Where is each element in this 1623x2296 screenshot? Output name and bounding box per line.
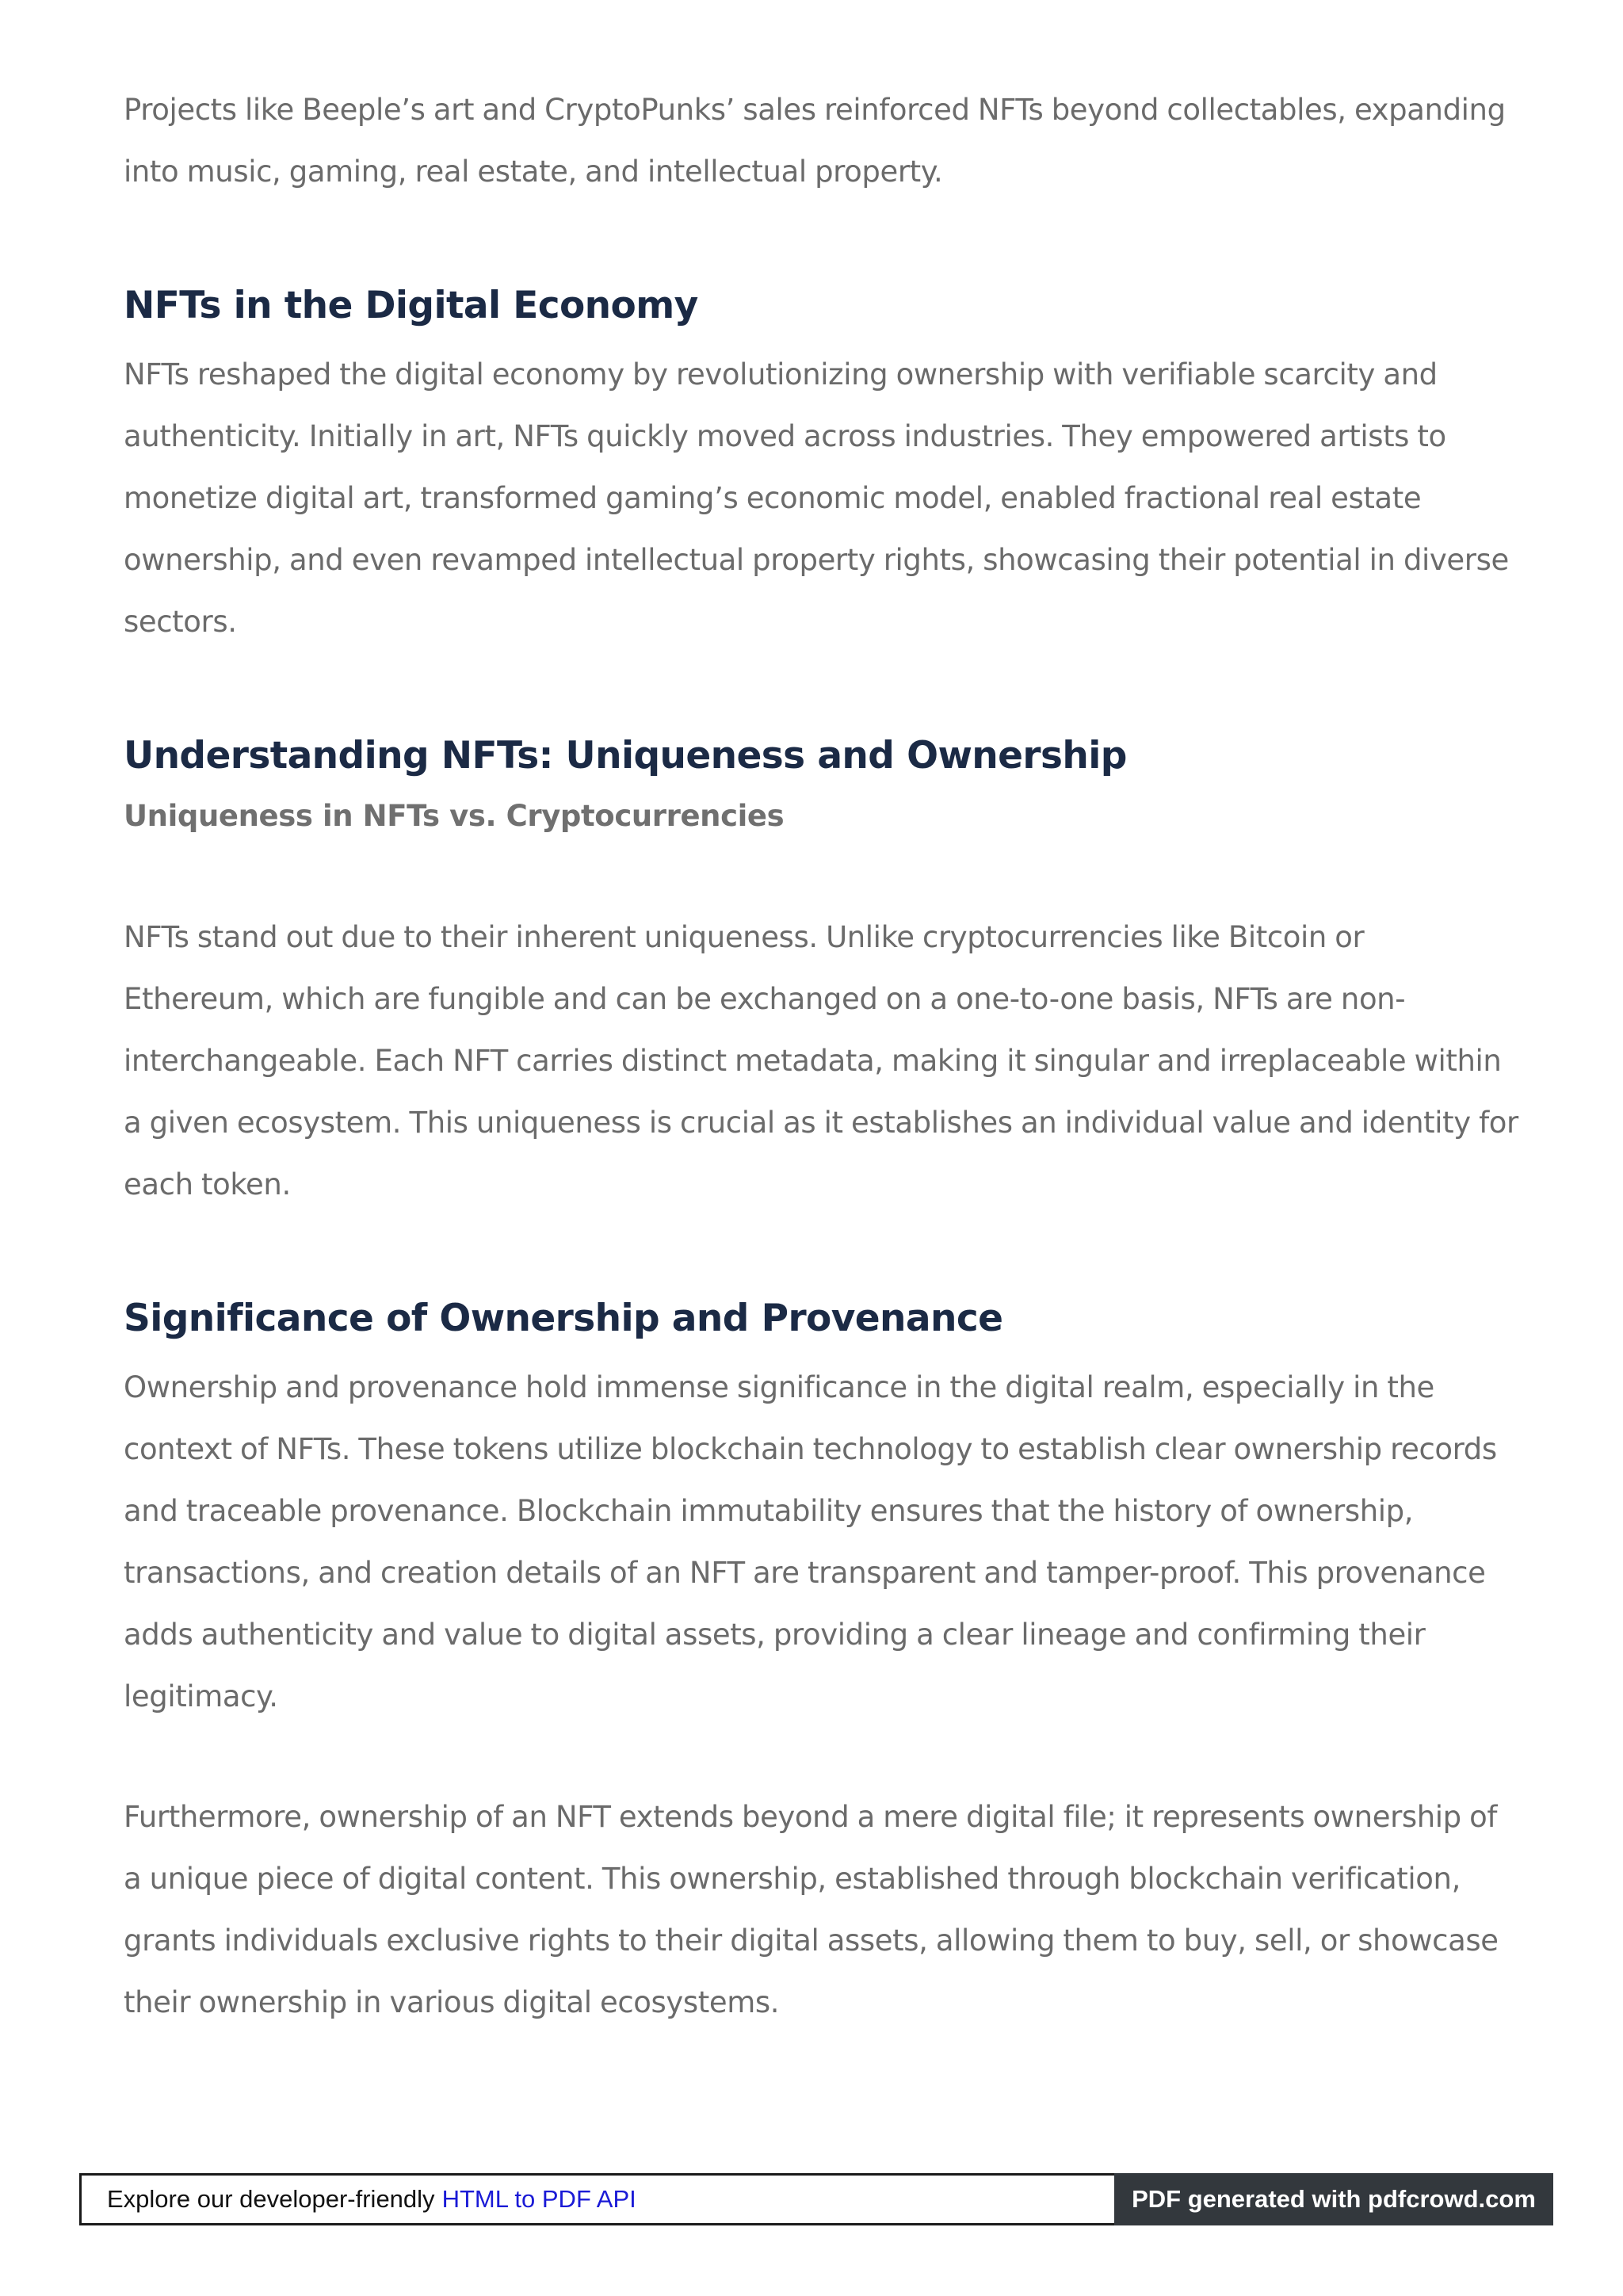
ownership-provenance-paragraph: Ownership and provenance hold immense significance in the digital realm, especially in the context of NFTs. These tokens utilize blockchain technology to establish clear ownership records and traceable provenance. Blockchain immutability ensures that the history of ownership, transactions, and creation details of an NFT are transparent and tamper-proof. This provenance adds authenticity and value to digital assets, providing a clear lineage and confirming their legitimacy. [124,1370,1497,1713]
section-heading-digital-economy: NFTs in the Digital Economy [124,284,698,327]
footer-promo [79,2173,1114,2225]
section-heading-ownership-provenance: Significance of Ownership and Provenance [124,1297,1003,1340]
uniqueness-paragraph: NFTs stand out due to their inherent uniqueness. Unlike cryptocurrencies like Bitcoin or Ethereum, which are fungible and can be exchanged on a one-to-one basis, NFTs are non-interchangeable. Each NFT carries distinct metadata, making it singular and irreplaceable within a given ecosystem. This uniqueness is crucial as it establishes an individual value and identity for each token. [124,920,1518,1201]
article-content [124,79,1518,2034]
subheading-uniqueness: Uniqueness in NFTs vs. Cryptocurrencies [124,799,785,833]
pdfcrowd-footer [79,2173,1553,2225]
digital-economy-paragraph: NFTs reshaped the digital economy by revolutionizing ownership with verifiable scarcity and authenticity. Initially in art, NFTs quickly moved across industries. They empowered artists to monetize digital art, transformed gaming’s economic model, enabled fractional real estate ownership, and even revamped intellectual property rights, showcasing their potential in diverse sectors. [124,357,1509,639]
section-heading-understanding-nfts: Understanding NFTs: Uniqueness and Ownership [124,734,1127,777]
pdfcrowd-badge[interactable]: PDF generated with pdfcrowd.com [1114,2173,1553,2225]
ownership-extends-paragraph: Furthermore, ownership of an NFT extends beyond a mere digital file; it represents ownership of a unique piece of digital content. This ownership, established through blockchain verification, grants individuals exclusive rights to their digital assets, allowing them to buy, sell, or showcase their ownership in various digital ecosystems. [124,1800,1499,2019]
footer-promo-text: Explore our developer-friendly [107,2185,435,2213]
intro-paragraph: Projects like Beeple’s art and CryptoPunks’ sales reinforced NFTs beyond collectables, expanding into music, gaming, real estate, and intellectual property. [124,93,1506,189]
html-to-pdf-api-link[interactable]: HTML to PDF API [441,2185,636,2213]
